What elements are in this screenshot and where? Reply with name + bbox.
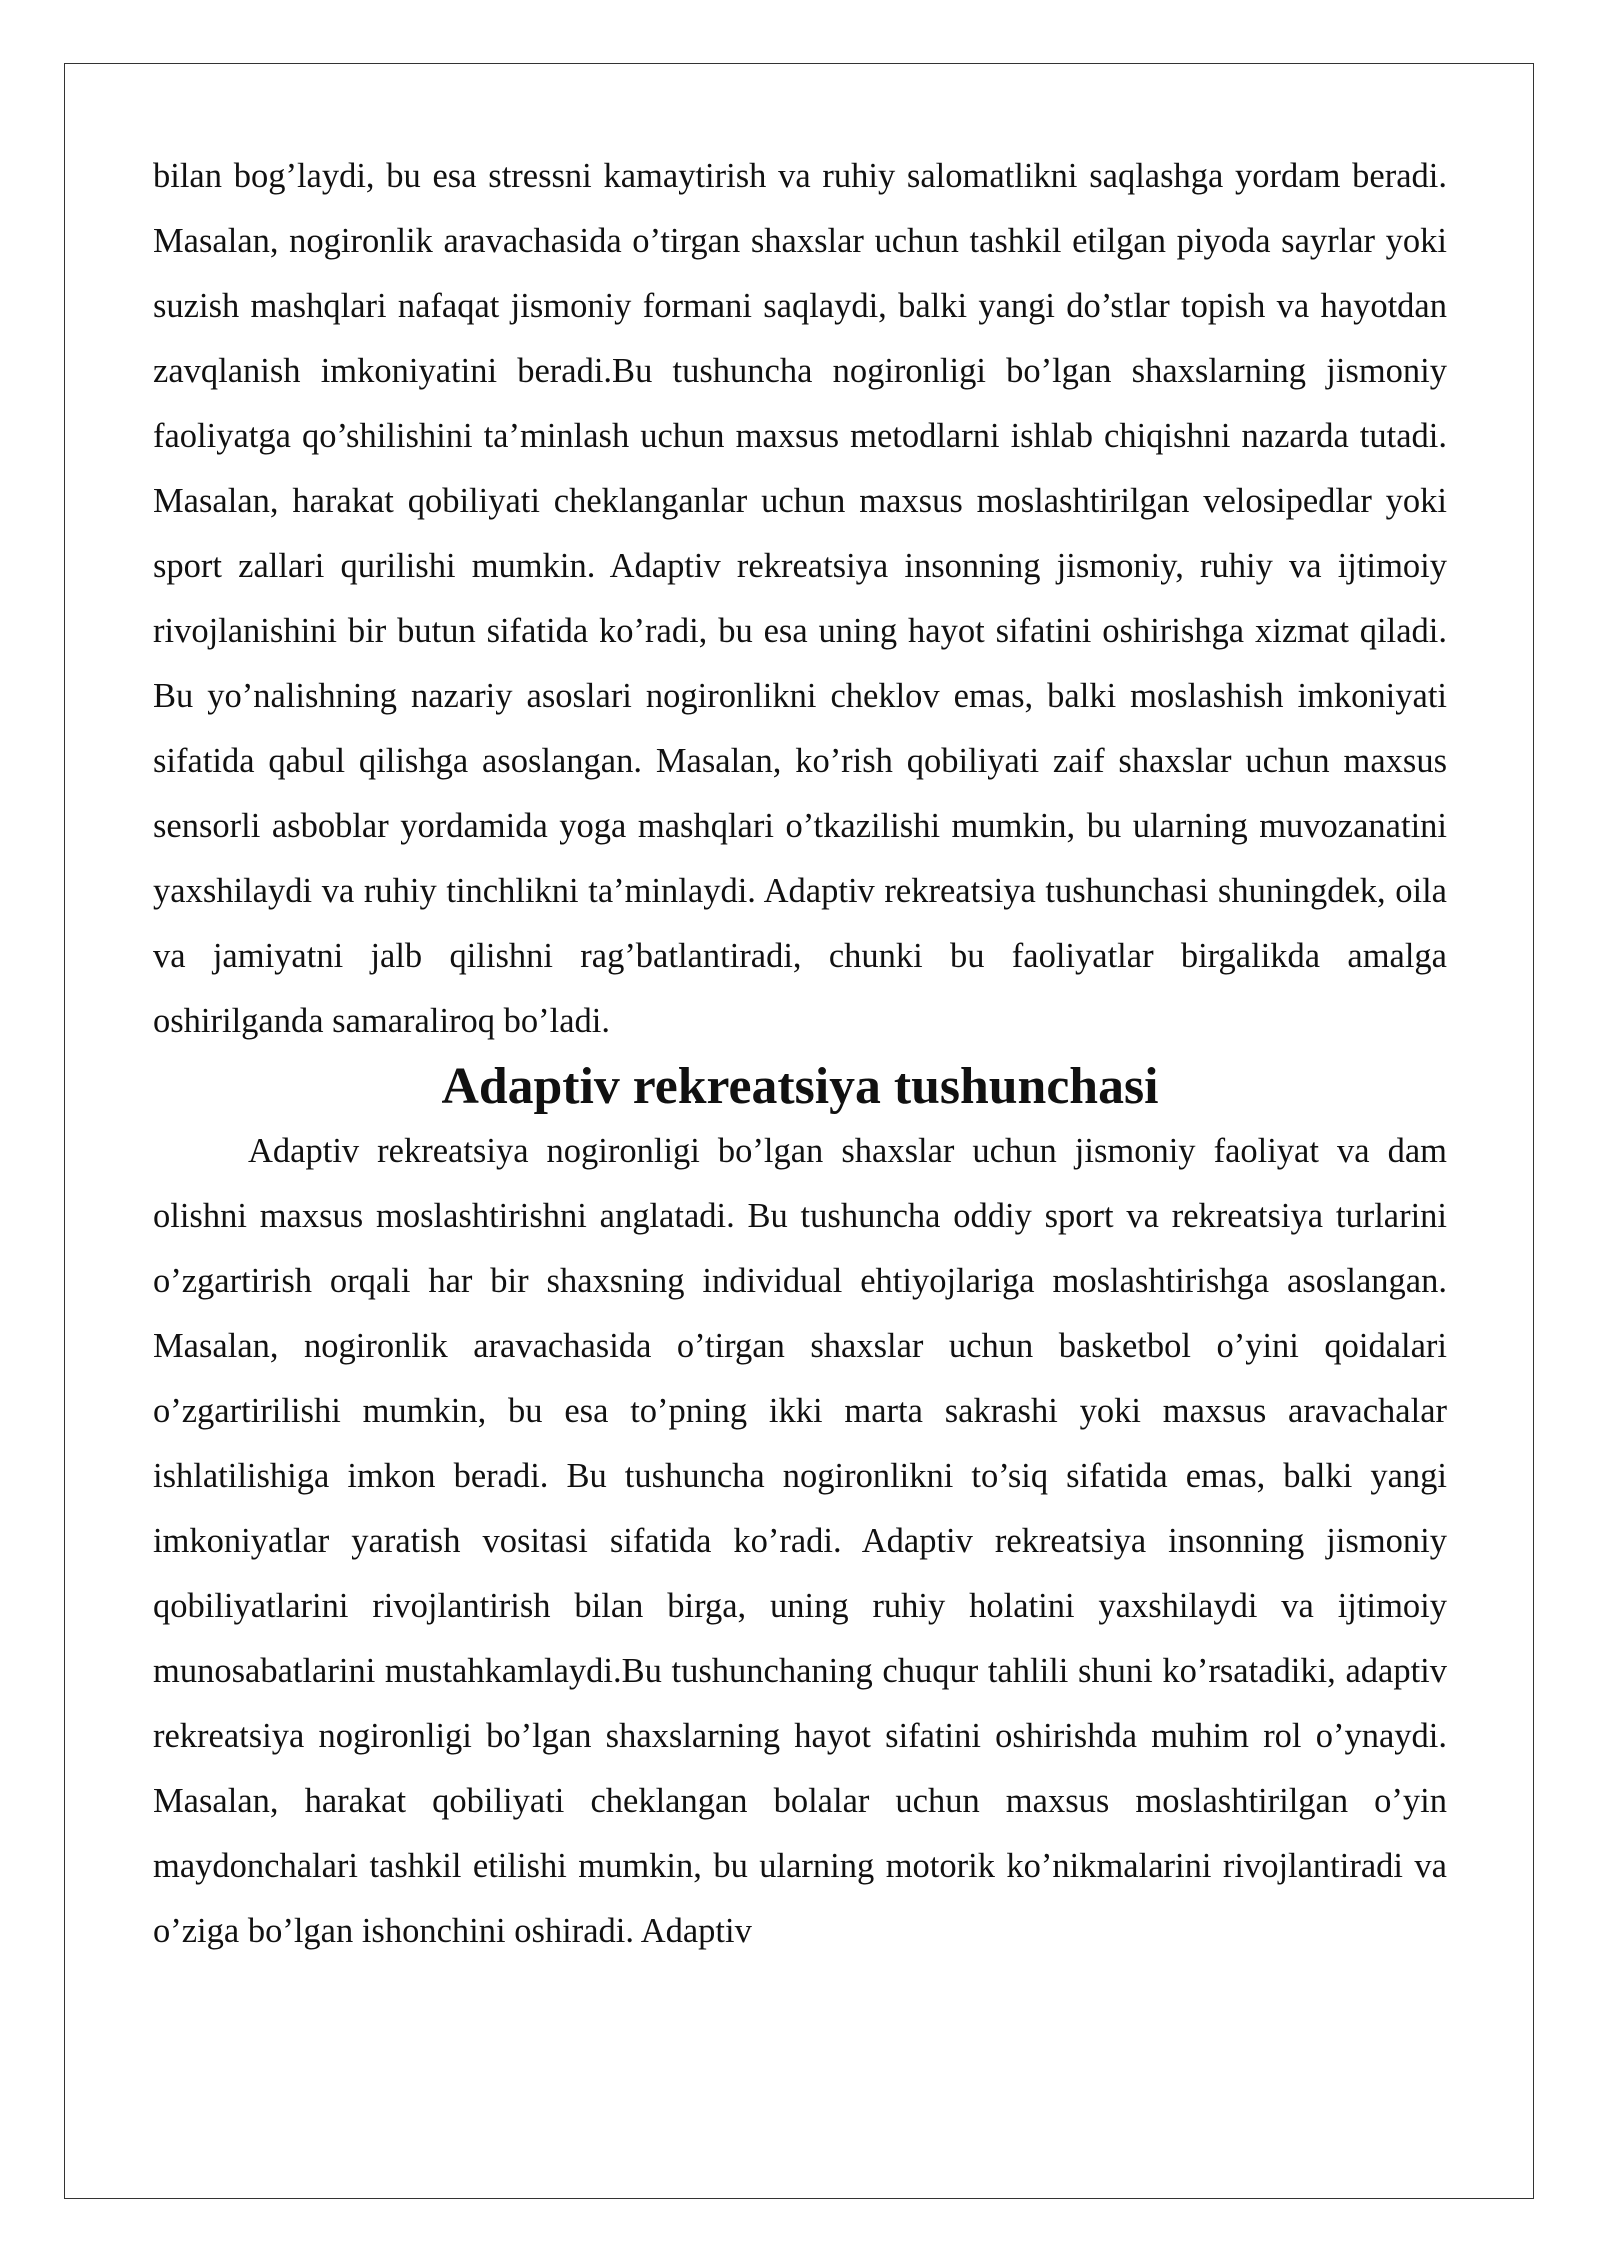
paragraph-continuation: bilan bog’laydi, bu esa stressni kamaytirish va ruhiy salomatlikni saqlashga yordam beradi. Masalan, nogironlik aravachasida o’tirgan shaxslar uchun tashkil etilgan piyoda sayrlar yoki suzish mashqlari nafaqat jismoniy formani saqlaydi, balki yangi do’stlar topish va hayotdan zavqlanish imkoniyatini beradi.Bu tushuncha nogironligi bo’lgan shaxslarning jismoniy faoliyatga qo’shilishini ta’minlash uchun maxsus metodlarni ishlab chiqishni nazarda tutadi. Masalan, harakat qobiliyati cheklanganlar uchun maxsus moslashtirilgan velosipedlar yoki sport zallari qurilishi mumkin. Adaptiv rekreatsiya insonning jismoniy, ruhiy va ijtimoiy rivojlanishini bir butun sifatida ko’radi, bu esa uning hayot sifatini oshirishga xizmat qiladi. Bu yo’nalishning nazariy asoslari nogironlikni cheklov emas, balki moslashish imkoniyati sifatida qabul qilishga asoslangan. Masalan, ko’rish qobiliyati zaif shaxslar uchun maxsus sensorli asboblar yordamida yoga mashqlari o’tkazilishi mumkin, bu ularning muvozanatini yaxshilaydi va ruhiy tinchlikni ta’minlaydi. Adaptiv rekreatsiya tushunchasi shuningdek, oila va jamiyatni jalb qilishni rag’batlantiradi, chunki bu faoliyatlar birgalikda amalga oshirilganda samaraliroq bo’ladi. xyxy=(153,157,1447,1040)
section-heading: Adaptiv rekreatsiya tushunchasi xyxy=(441,1058,1159,1115)
paragraph-main: Adaptiv rekreatsiya nogironligi bo’lgan shaxslar uchun jismoniy faoliyat va dam olishni maxsus moslashtirishni anglatadi. Bu tushuncha oddiy sport va rekreatsiya turlarini o’zgartirish orqali har bir shaxsning individual ehtiyojlariga moslashtirishga asoslangan. Masalan, nogironlik aravachasida o’tirgan shaxslar uchun basketbol o’yini qoidalari o’zgartirilishi mumkin, bu esa to’pning ikki marta sakrashi yoki maxsus aravachalar ishlatilishiga imkon beradi. Bu tushuncha nogironlikni to’siq sifatida emas, balki yangi imkoniyatlar yaratish vositasi sifatida ko’radi. Adaptiv rekreatsiya insonning jismoniy qobiliyatlarini rivojlantirish bilan birga, uning ruhiy holatini yaxshilaydi va ijtimoiy munosabatlarini mustahkamlaydi.Bu tushunchaning chuqur tahlili shuni ko’rsatadiki, adaptiv rekreatsiya nogironligi bo’lgan shaxslarning hayot sifatini oshirishda muhim rol o’ynaydi. Masalan, harakat qobiliyati cheklangan bolalar uchun maxsus moslashtirilgan o’yin maydonchalari tashkil etilishi mumkin, bu ularning motorik ko’nikmalarini rivojlantiradi va o’ziga bo’lgan ishonchini oshiradi. Adaptiv xyxy=(153,1132,1447,1950)
document-body xyxy=(153,144,1447,1964)
